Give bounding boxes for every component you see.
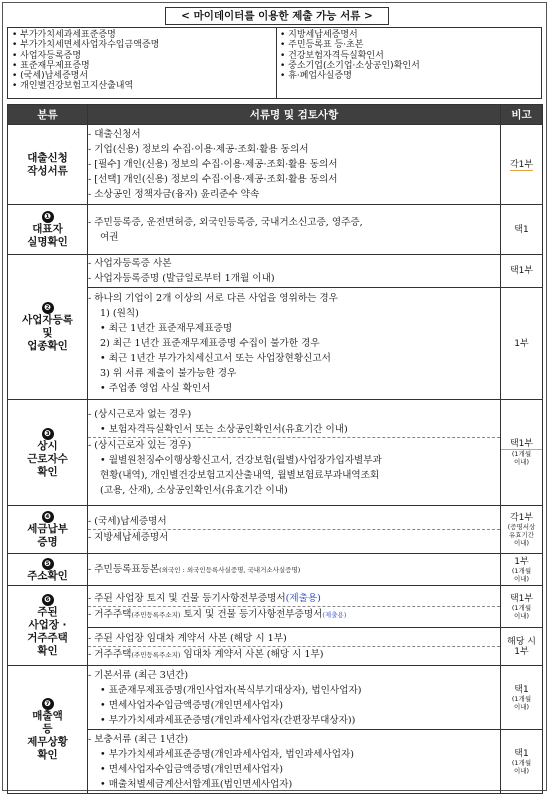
docs-cell: - 주된 사업장 토지 및 건물 등기사항전부증명서(제출용) - 거주주택(주민등록주소지) 토지 및 건물 등기사항전부증명서(제출용) (88, 586, 501, 628)
number-badge: ❺ (42, 558, 54, 570)
table-row (8, 628, 543, 666)
note-cell: 택1부 (1개월 이내) (501, 586, 543, 628)
docs-cell: - 주된 사업장 임대차 계약서 사본 (해당 시 1부) - 거주주택(주민등록주소지) 임대차 계약서 사본 (해당 시 1부) (88, 628, 501, 666)
table-row (8, 554, 543, 586)
note-cell: 각1부 (증명서상 유효기간 이내) (501, 506, 543, 554)
list-item: • 건강보험자격득실확인서 (280, 51, 538, 61)
category-cell: ❸ 상시 근로자수 확인 (8, 400, 88, 506)
mydata-documents-box (7, 27, 542, 99)
table-row (8, 730, 543, 794)
list-item: • 표준재무제표증명 (12, 61, 274, 71)
number-badge: ❻ (42, 594, 54, 606)
number-badge: ❼ (42, 698, 54, 710)
note-cell: 택1 (1개월 이내) (501, 730, 543, 794)
table-row (8, 288, 543, 400)
category-cell: ❼ 매출액 등 제무상황 확인 (8, 666, 88, 794)
note-cell: 택1 (501, 205, 543, 255)
docs-cell: - 사업자등록증 사본 - 사업자등록증명 (발급일로부터 1개월 이내) (88, 255, 501, 288)
number-badge: ❸ (42, 428, 54, 440)
page-title: < 마이데이터를 이용한 제출 가능 서류 > (165, 7, 389, 25)
note-cell: 해당 시 1부 (501, 628, 543, 666)
list-item: • 사업자등록증명 (12, 51, 274, 61)
docs-cell: - 보충서류 (최근 1년간) • 부가가치세과세표준증명(개인과세사업자, 법인과세사업자) • 면세사업자수입금액증명(개인면세사업자) • 매출처별세금계산서합계표(법인면세사업자) (88, 730, 501, 794)
number-badge: ❷ (42, 302, 54, 314)
note-cell: 1부 (501, 288, 543, 400)
table-row (8, 586, 543, 628)
category-cell: ❶ 대표자 실명확인 (8, 205, 88, 255)
list-item: • 부가가치세면세사업자수입금액증명 (12, 40, 274, 50)
docs-cell: - (상시근로자 없는 경우) • 보험자격득실확인서 또는 소상공인확인서(유효기간 이내) - (상시근로자 있는 경우) • 월별원천징수이행상황신고서, 건강보험(월별)사업장가입자별부과 현황(내역), 개인별건강보험고지산출내역, 월별보험료부과내역조회 (고용, 산재), 소상공인확인서(유효기간 이내) (88, 400, 501, 506)
note-cell: 1부 (1개월 이내) (501, 554, 543, 586)
list-item: • 부가가치세과세표준증명 (12, 30, 274, 40)
note-cell: 택1부 (501, 255, 543, 288)
category-cell: ❷ 사업자등록 및 업종확인 (8, 255, 88, 400)
note-cell: 택1 (1개월 이내) (501, 666, 543, 730)
docs-cell: - 주민등록표등본(외국인 : 외국인등록사실증명, 국내거소사실증명) (88, 554, 501, 586)
table-row (8, 666, 543, 730)
list-item: • 휴·폐업사실증명 (280, 71, 538, 81)
docs-cell: - (국세)납세증명서 - 지방세납세증명서 (88, 506, 501, 554)
note-cell: 각1부 (501, 125, 543, 205)
list-item: • 중소기업(소기업·소상공인)확인서 (280, 61, 538, 71)
docs-cell: - 하나의 기업이 2개 이상의 서로 다른 사업을 영위하는 경우 1) (원칙) • 최근 1년간 표준재무제표증명 2) 최근 1년간 표준재무제표증명 수집이 불가한 경우 • 최근 1년간 부가가치세신고서 또는 사업장현황신고서 3) 위 서류 제출이 불가능한 경우 • 주업종 영업 사실 확인서 (88, 288, 501, 400)
header-note: 비고 (501, 105, 543, 125)
table-row (8, 205, 543, 255)
list-item: • 주민등록표 등·초본 (280, 40, 538, 50)
note-cell: 택1부 (1개월 이내) (501, 400, 543, 506)
number-badge: ❶ (42, 211, 54, 223)
header-category: 분류 (8, 105, 88, 125)
table-row (8, 506, 543, 554)
table-row (8, 125, 543, 205)
table-row (8, 400, 543, 506)
table-row (8, 255, 543, 288)
docs-cell: - 기본서류 (최근 3년간) • 표준재무제표증명(개인사업자(복식부기대상자), 법인사업자) • 면세사업자수입금액증명(개인면세사업자) • 부가가치세과세표준증명(개인과세사업자(간편장부대상자)) (88, 666, 501, 730)
table-header-row (8, 105, 543, 125)
header-docs: 서류명 및 검토사항 (88, 105, 501, 125)
docs-cell: - 대출신청서 - 기업(신용) 정보의 수집·이용·제공·조회·활용 동의서 - [필수] 개인(신용) 정보의 수집·이용·제공·조회·활용 동의서 - [선택] 개인(신용) 정보의 수집·이용·제공·조회·활용 동의서 - 소상공인 정책자금(융자) 윤리준수 약속 (88, 125, 501, 205)
list-item: • 지방세납세증명서 (280, 30, 538, 40)
docs-cell: - 주민등록증, 운전면허증, 외국인등록증, 국내거소신고증, 영주증, 여권 (88, 205, 501, 255)
summary-left-list (12, 30, 274, 92)
number-badge: ❹ (42, 511, 54, 523)
summary-right-list (280, 30, 538, 81)
category-cell: ❹ 세금납부 증명 (8, 506, 88, 554)
category-cell: ❻ 주된 사업장 · 거주주택 확인 (8, 586, 88, 666)
summary-divider (276, 28, 277, 98)
requirements-table (7, 104, 543, 794)
document-page (2, 2, 547, 791)
category-cell: ❺ 주소확인 (8, 554, 88, 586)
category-cell: 대출신청 작성서류 (8, 125, 88, 205)
list-item: • 개인별건강보험고지산출내역 (12, 81, 274, 91)
list-item: • (국세)납세증명서 (12, 71, 274, 81)
